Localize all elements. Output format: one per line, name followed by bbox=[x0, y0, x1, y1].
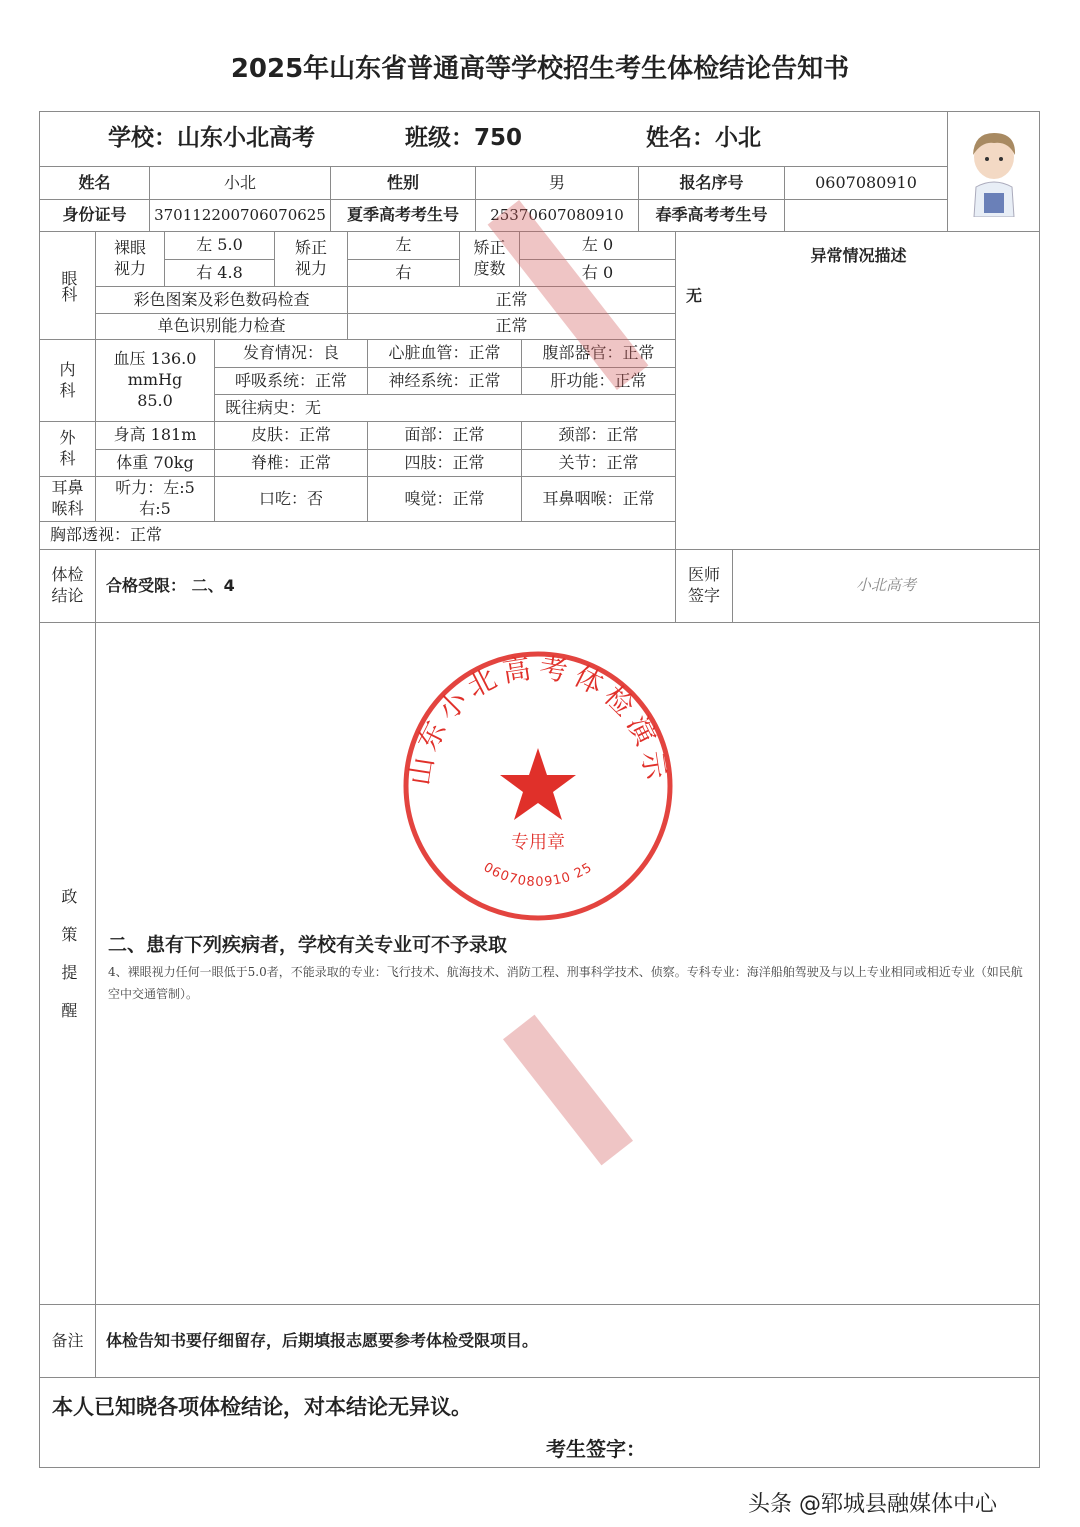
stamp-subtitle: 专用章 bbox=[511, 832, 565, 853]
remark-label: 备注 bbox=[39, 1304, 96, 1378]
doctor-label: 医师签字 bbox=[675, 549, 733, 623]
abnormal-label: 异常情况描述 bbox=[810, 246, 907, 265]
deg-label: 矫正度数 bbox=[459, 231, 520, 287]
remark-text: 体检告知书要仔细留存，后期填报志愿要参考体检受限项目。 bbox=[95, 1304, 1040, 1378]
internal-dept: 内科 bbox=[39, 339, 96, 422]
eye-dept: 眼科 bbox=[39, 231, 96, 340]
internal-item: 呼吸系统：正常 bbox=[214, 367, 368, 395]
policy-label: 政策提醒 bbox=[39, 622, 96, 1305]
abnormal-value: 无 bbox=[686, 286, 703, 305]
color-check-value: 正常 bbox=[347, 286, 676, 314]
internal-item: 腹部器官：正常 bbox=[521, 339, 676, 368]
mono-check-value: 正常 bbox=[347, 313, 676, 340]
summer-value: 25370607080910 bbox=[475, 199, 639, 232]
avatar-icon bbox=[964, 127, 1024, 217]
ack-text: 本人已知晓各项体检结论，对本结论无异议。 bbox=[52, 1395, 472, 1419]
chest-xray: 胸部透视：正常 bbox=[39, 521, 676, 550]
deg-right: 右 0 bbox=[519, 259, 676, 287]
naked-left: 左 5.0 bbox=[164, 231, 275, 260]
surgery-item: 皮肤：正常 bbox=[214, 421, 368, 450]
class: 班级：750 bbox=[405, 125, 523, 152]
policy-heading: 二、患有下列疾病者，学校有关专业可不予录取 bbox=[108, 934, 508, 956]
naked-right: 右 4.8 bbox=[164, 259, 275, 287]
surgery-item: 四肢：正常 bbox=[367, 449, 522, 477]
corr-label: 矫正视力 bbox=[274, 231, 348, 287]
internal-item: 既往病史：无 bbox=[214, 394, 676, 422]
deg-left: 左 0 bbox=[519, 231, 676, 260]
stamp-number: 0607080910 25 bbox=[480, 860, 596, 891]
surgery-item: 面部：正常 bbox=[367, 421, 522, 450]
surgery-item: 脊椎：正常 bbox=[214, 449, 368, 477]
internal-item: 肝功能：正常 bbox=[521, 367, 676, 395]
stamp-text: 山东小北高考体检演示 bbox=[402, 650, 674, 788]
spring-label: 春季高考考生号 bbox=[638, 199, 785, 232]
gender-value: 男 bbox=[475, 166, 639, 200]
corr-right: 右 bbox=[347, 259, 460, 287]
student-sign-label: 考生签字： bbox=[546, 1437, 646, 1461]
smell: 嗅觉：正常 bbox=[367, 476, 522, 522]
conclusion-label: 体检结论 bbox=[39, 549, 96, 623]
photo bbox=[947, 111, 1040, 232]
surgery-item: 颈部：正常 bbox=[521, 421, 676, 450]
reg-value: 0607080910 bbox=[784, 166, 948, 200]
page-title: 2025年山东省普通高等学校招生考生体检结论告知书 bbox=[230, 54, 850, 84]
watermark-text: 头条 @郓城县融媒体中心 bbox=[748, 1492, 997, 1517]
official-stamp bbox=[400, 648, 676, 924]
color-check-label: 彩色图案及彩色数码检查 bbox=[95, 286, 348, 314]
internal-item: 心脏血管：正常 bbox=[367, 339, 522, 368]
reg-label: 报名序号 bbox=[638, 166, 785, 200]
ent-dept: 耳鼻喉科 bbox=[39, 476, 96, 522]
mono-check-label: 单色识别能力检查 bbox=[95, 313, 348, 340]
hearing: 听力：左:5 右:5 bbox=[95, 476, 215, 522]
abnormal-box bbox=[675, 231, 1040, 550]
school: 学校：山东小北高考 bbox=[108, 125, 315, 152]
blood-pressure: 血压 136.0 mmHg 85.0 bbox=[95, 339, 215, 422]
header-row bbox=[39, 111, 948, 167]
stutter: 口吃：否 bbox=[214, 476, 368, 522]
name-value: 小北 bbox=[149, 166, 331, 200]
internal-item: 神经系统：正常 bbox=[367, 367, 522, 395]
doctor-signature: 小北高考 bbox=[732, 549, 1040, 623]
conclusion-value: 合格受限： 二、4 bbox=[95, 549, 676, 623]
naked-label: 裸眼视力 bbox=[95, 231, 165, 287]
corr-left: 左 bbox=[347, 231, 460, 260]
surgery-item: 关节：正常 bbox=[521, 449, 676, 477]
height: 身高 181m bbox=[95, 421, 215, 450]
summer-label: 夏季高考考生号 bbox=[330, 199, 476, 232]
id-label: 身份证号 bbox=[39, 199, 150, 232]
student-name: 姓名：小北 bbox=[646, 125, 761, 152]
throat: 耳鼻咽喉：正常 bbox=[521, 476, 676, 522]
name-label: 姓名 bbox=[39, 166, 150, 200]
star-icon bbox=[500, 748, 576, 820]
acknowledgement bbox=[39, 1377, 1040, 1468]
weight: 体重 70kg bbox=[95, 449, 215, 477]
policy-text: 4、裸眼视力任何一眼低于5.0者，不能录取的专业：飞行技术、航海技术、消防工程、刑事科学技术、侦察。专科专业：海洋船舶驾驶及与以上专业相同或相近专业（如民航空中交通管制）。 bbox=[108, 965, 1023, 1001]
internal-item: 发育情况：良 bbox=[214, 339, 368, 368]
surgery-dept: 外科 bbox=[39, 421, 96, 477]
spring-value bbox=[784, 199, 948, 232]
id-value: 370112200706070625 bbox=[149, 199, 331, 232]
gender-label: 性别 bbox=[330, 166, 476, 200]
